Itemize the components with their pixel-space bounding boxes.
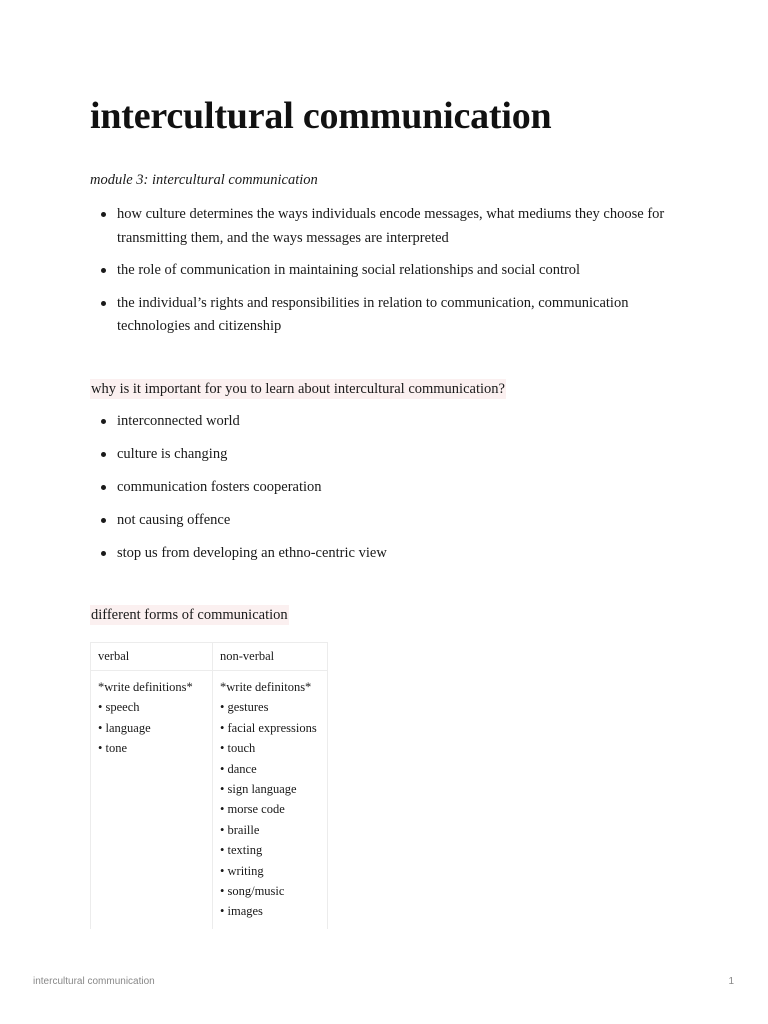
table-cell-line: • texting xyxy=(220,843,263,858)
forms-heading: different forms of communication xyxy=(91,607,288,623)
table-cell-line: *write definitons* xyxy=(220,680,312,694)
list-item: not causing offence xyxy=(90,509,670,533)
table-header-verbal: verbal xyxy=(91,643,213,671)
table-cell-line: • writing xyxy=(220,863,264,878)
list-item: communication fosters cooperation xyxy=(90,476,670,500)
table-cell-line: • language xyxy=(98,720,151,735)
table-cell-line: • facial expressions xyxy=(220,720,317,735)
module-subtitle: module 3: intercultural communication xyxy=(90,172,318,188)
list-item: how culture determines the ways individuals encode messages, what mediums they choose for transmitting them, and the ways messages are interpreted xyxy=(90,203,670,250)
non-verbal-cell xyxy=(213,671,328,930)
table-cell-line: *write definitions* xyxy=(98,680,193,694)
table-header-non-verbal: non-verbal xyxy=(213,643,328,671)
table-cell-line: • song/music xyxy=(220,884,285,899)
list-item: the individual’s rights and responsibilities in relation to communication, communication technologies and citizenship xyxy=(90,292,670,339)
table-cell-line: • touch xyxy=(220,741,256,756)
table-cell-line: • morse code xyxy=(220,802,285,817)
list-item: the role of communication in maintaining social relationships and social control xyxy=(90,259,670,283)
communication-forms-table xyxy=(90,642,328,929)
table-cell-line: • dance xyxy=(220,761,257,776)
list-item: interconnected world xyxy=(90,410,670,434)
list-item: stop us from developing an ethno-centric view xyxy=(90,542,670,566)
why-points-list xyxy=(90,410,670,575)
table-cell-line: • sign language xyxy=(220,782,297,797)
table-cell-line: • gestures xyxy=(220,700,269,715)
list-item: culture is changing xyxy=(90,443,670,467)
footer-document-title: intercultural communication xyxy=(33,976,155,987)
table-cell-line: • images xyxy=(220,904,263,919)
verbal-cell xyxy=(91,671,213,930)
table-cell-line: • braille xyxy=(220,822,260,837)
footer-page-number: 1 xyxy=(728,976,734,987)
table-row xyxy=(91,671,328,930)
module-points-list xyxy=(90,203,670,348)
why-heading: why is it important for you to learn about intercultural communication? xyxy=(91,381,505,397)
table-cell-line: • tone xyxy=(98,741,128,756)
table-cell-line: • speech xyxy=(98,700,140,715)
page-title: intercultural communication xyxy=(90,95,552,137)
